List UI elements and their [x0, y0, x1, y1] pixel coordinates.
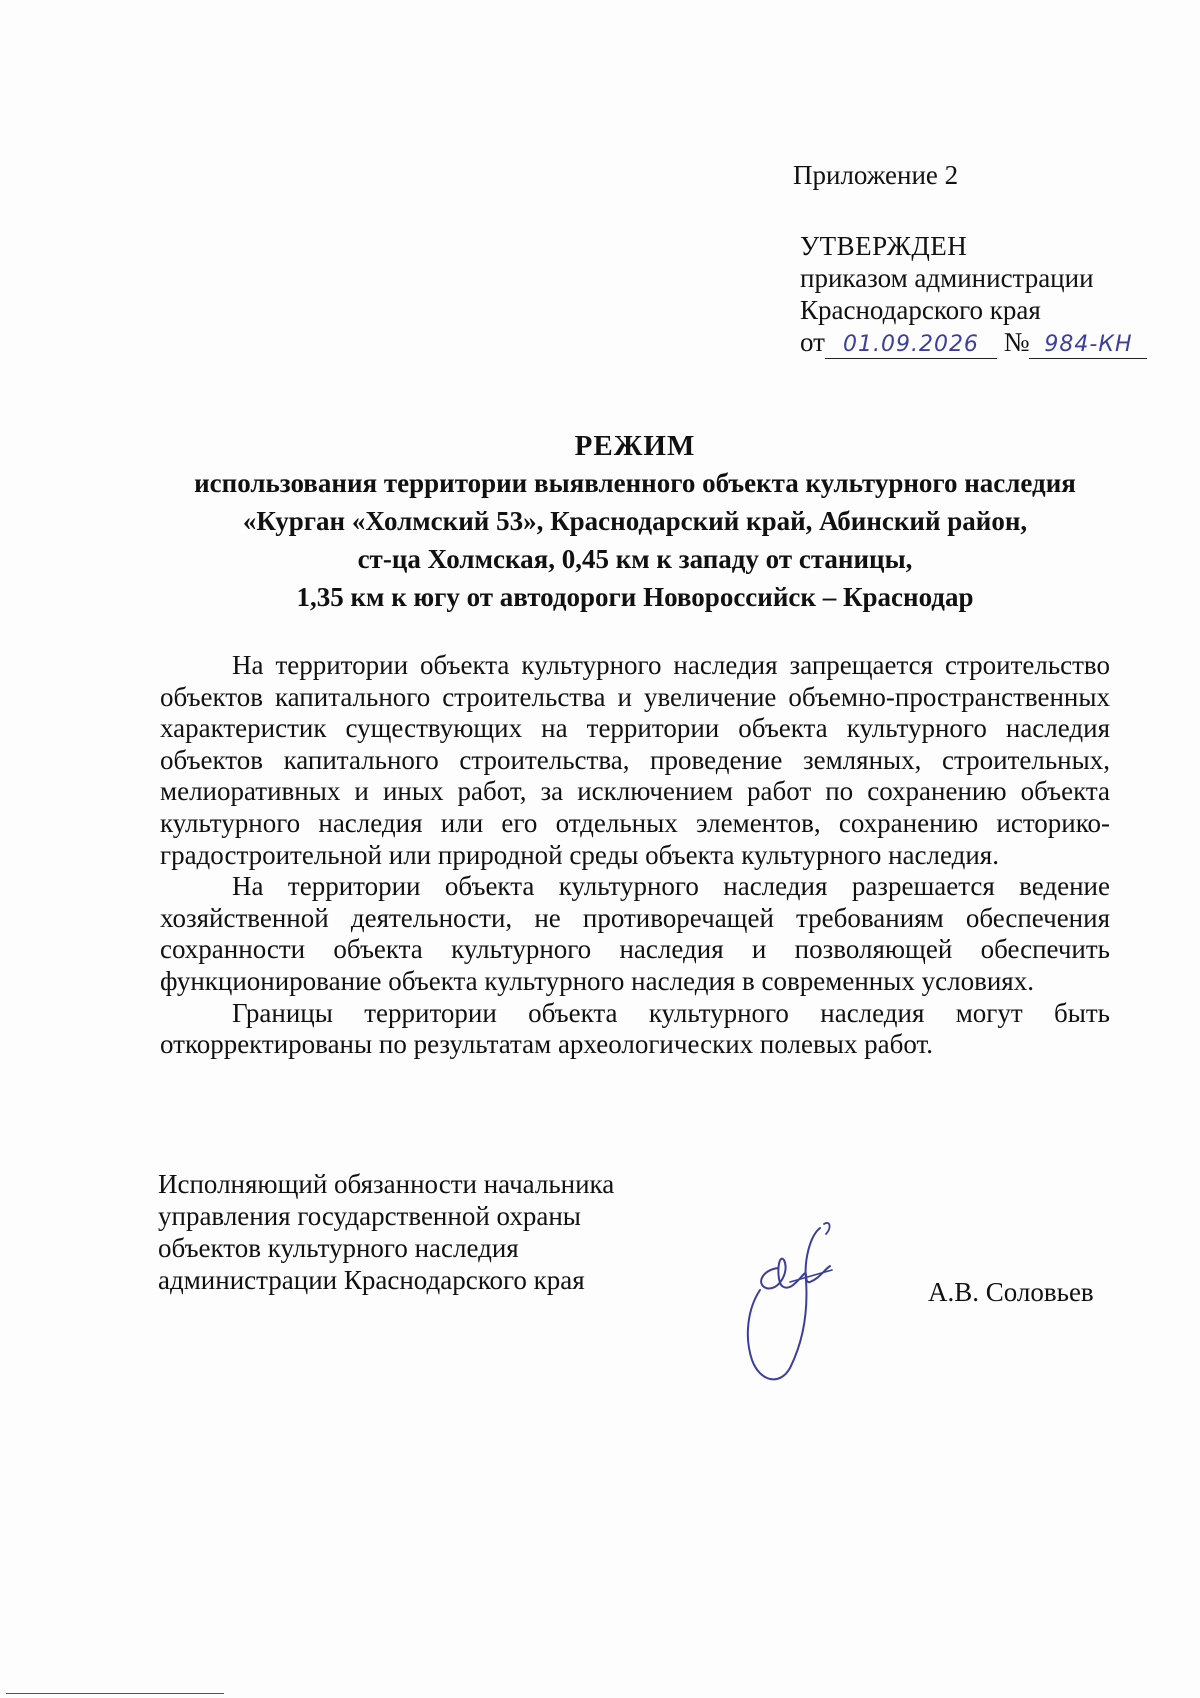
signatory-position-line-1: Исполняющий обязанности начальника — [158, 1169, 615, 1199]
body-paragraph-boundaries: Границы территории объекта культурного наследия могут быть откорректированы по результатам археологических полевых работ. — [160, 997, 1110, 1060]
order-number-handwritten: 984-КН — [1044, 332, 1133, 357]
annex-label: Приложение 2 — [793, 160, 959, 190]
title-line-2: «Курган «Холмский 53», Краснодарский край, Абинский район, — [242, 506, 1028, 536]
signatory-position-line-3: объектов культурного наследия — [158, 1233, 519, 1263]
document-body — [160, 650, 1110, 1061]
approved-label: УТВЕРЖДЕН — [800, 231, 968, 261]
footer-divider — [6, 1693, 224, 1694]
title-line-3: ст-ца Холмская, 0,45 км к западу от станицы, — [357, 544, 913, 574]
order-date-field — [825, 329, 997, 359]
body-paragraph-prohibitions: На территории объекта культурного наследия запрещается строительство объектов капитального строительства и увеличение объемно-пространственных характеристик существующих на территории объекта культурного наследия объектов капитального строительства, проведение земляных, строительных, мелиоративных и иных работ, за исключением работ по сохранению объекта культурного наследия или его отдельных элементов, сохранению историко-градостроительной или природной среды объекта культурного наследия. — [160, 650, 1110, 870]
title-line-1: использования территории выявленного объекта культурного наследия — [194, 468, 1076, 498]
document-heading: РЕЖИМ — [574, 430, 696, 462]
number-prefix: № — [1003, 327, 1030, 357]
date-prefix: от — [800, 327, 825, 357]
title-line-4: 1,35 км к югу от автодороги Новороссийск – Краснодар — [296, 582, 974, 612]
body-paragraph-permissions: На территории объекта культурного наследия разрешается ведение хозяйственной деятельности, не противоречащей требованиям обеспечения сохранности объекта культурного наследия и позволяющей обеспечить функционирование объекта культурного наследия в современных условиях. — [160, 871, 1110, 996]
signer-name: А.В. Соловьев — [928, 1277, 1094, 1307]
approval-stamp-block — [800, 230, 1147, 359]
signatory-position-block — [158, 1168, 614, 1296]
order-date-handwritten: 01.09.2026 — [842, 332, 979, 357]
document-title-block — [150, 428, 1120, 616]
order-date-number-line — [800, 326, 1147, 359]
order-number-field — [1029, 329, 1147, 359]
signatory-position-line-2: управления государственной охраны — [158, 1201, 581, 1231]
handwritten-signature — [720, 1210, 870, 1390]
signatory-position-line-4: администрации Краснодарского края — [158, 1265, 585, 1295]
approved-by-line-2: Краснодарского края — [800, 295, 1041, 325]
approved-by-line-1: приказом администрации — [800, 263, 1094, 293]
